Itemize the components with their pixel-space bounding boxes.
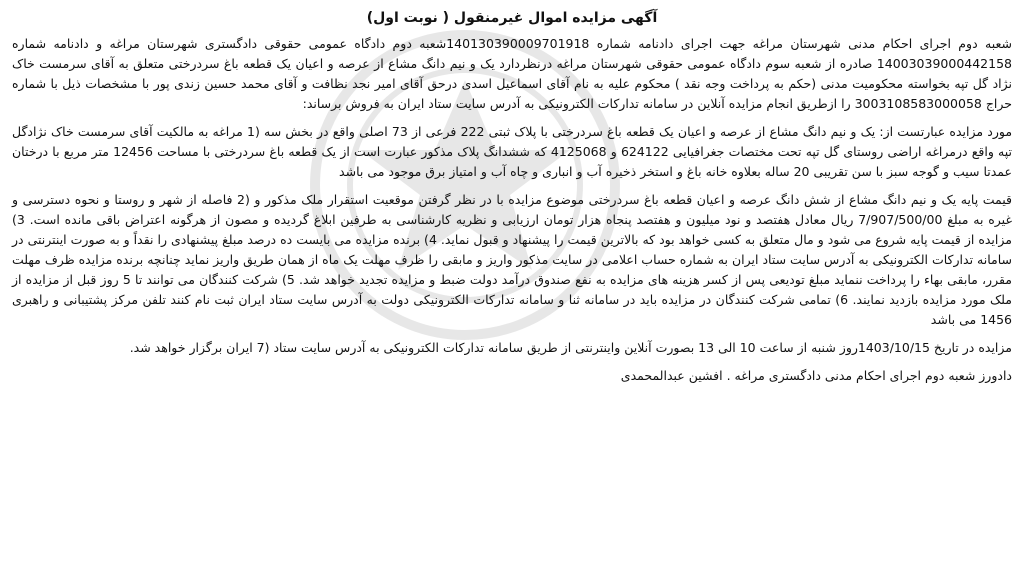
signature: دادورز شعبه دوم اجرای احکام مدنی دادگستری مراغه . افشین عبدالمحمدی bbox=[620, 368, 1012, 383]
notice-intro: شعبه دوم اجرای احکام مدنی شهرستان مراغه جهت اجرای دادنامه شماره 140130390009701918شعبه دوم دادگاه عمومی حقوقی دادگستری شهرستان مراغه و دادنامه شماره 14003039000442158 صادره از شعبه سوم دادگاه عمومی حقوقی شهرستان مراغه درنظردارد یک و نیم دانگ مشاع از عرصه و اعیان یک قطعه باغ سردرختی متعلق به آقای سرمست خاک نژاد گل تپه بخواسته محکومیت مدنی (حکم به پرداخت وجه نقد ) محکوم علیه به نام آقای اسماعیل اسدی درحق آقای امیر نجد نظافت و آقای محمد حسین زندی پور با مشخصات ذیل با شماره حراج 3003108583000058 را ازطریق انجام مزایده آنلاین در سامانه تدارکات الکترونیکی به آدرس سایت ستاد ایران به فروش برساند: bbox=[12, 36, 1012, 111]
notice-title: آگهی مزایده اموال غیرمنقول ( نوبت اول) bbox=[366, 10, 658, 26]
auction-item-7: مزایده در تاریخ 1403/10/15روز شنبه از ساعت 10 الی 13 بصورت آنلاین واینترنتی از طریق سامانه تدارکات الکترونیکی به آدرس سایت ستاد (7 ایران برگزار خواهد شد. bbox=[129, 340, 1012, 355]
auction-item-1: مورد مزایده عبارتست از: یک و نیم دانگ مشاع از عرصه و اعیان یک قطعه باغ سردرختی با پلاک ثبتی 222 فرعی از 73 اصلی واقع در بخش سه (1 مراغه به مالکیت آقای سرمست خاک نژادگل تپه واقع درمراغه اراضی روستای گل تپه تحت مختصات جغرافیایی 624122 و 4125068 که ششدانگ پلاک مذکور عبارت است از یک قطعه باغ سردرختی با مساحت 12456 متر مربع با درختان عمدتا سیب و گوجه سبز با سن تقریبی 20 ساله بعلاوه خانه باغ و استخر ذخیره آب و انباری و چاه آب و امتیاز برق موجود می باشد bbox=[12, 124, 1013, 179]
auction-item-2: قیمت پایه یک و نیم دانگ مشاع از شش دانگ عرصه و اعیان قطعه باغ سردرختی موضوع مزایده با در نظر گرفتن موقعیت استقرار ملک مذکور و (2 فاصله از شهر و روستا و نحوه دسترسی و غیره به مبلغ 7/907/500/00 ریال معادل هفتصد و نود میلیون و هفتصد پنجاه هزار تومان ارزیابی و نظریه کارشناسی به طرفین ابلاغ گردیده و مصون از هرگونه اعتراض باقی مانده است. 3) مزایده از قیمت پایه شروع می شود و مال متعلق به کسی خواهد بود که بالاترین قیمت را پیشنهاد و قبول نماید. 4) برنده مزایده می بایست ده درصد مبلغ پیشنهادی را نقداً و به صورت اینترنتی در سامانه تدارکات الکترونیکی به آدرس سایت ستاد ایران به شماره حساب اعلامی در سایت مذکور واریز و مابقی را ظرف مهلت یک ماه از همان طریق واریز نماید چنانچه برنده مزایده ظرف مهلت مقرر، مابقی بهاء را پرداخت ننماید مبلغ تودیعی پس از کسر هزینه های مزایده به نفع صندوق درآمد دولت ضبط و مزایده تجدید خواهد شد. 5) شرکت کنندگان می توانند تا 5 روز قبل از مزایده از ملک مورد مزایده بازدید نمایند. 6) تمامی شرکت کنندگان در مزایده باید در سامانه ثنا و سامانه تدارکات الکترونیکی دولت به آدرس سایت ستاد ایران ثبت نام کنند تلفن مرکز پشتیبانی و راهبری 1456 می باشد bbox=[12, 192, 1012, 327]
